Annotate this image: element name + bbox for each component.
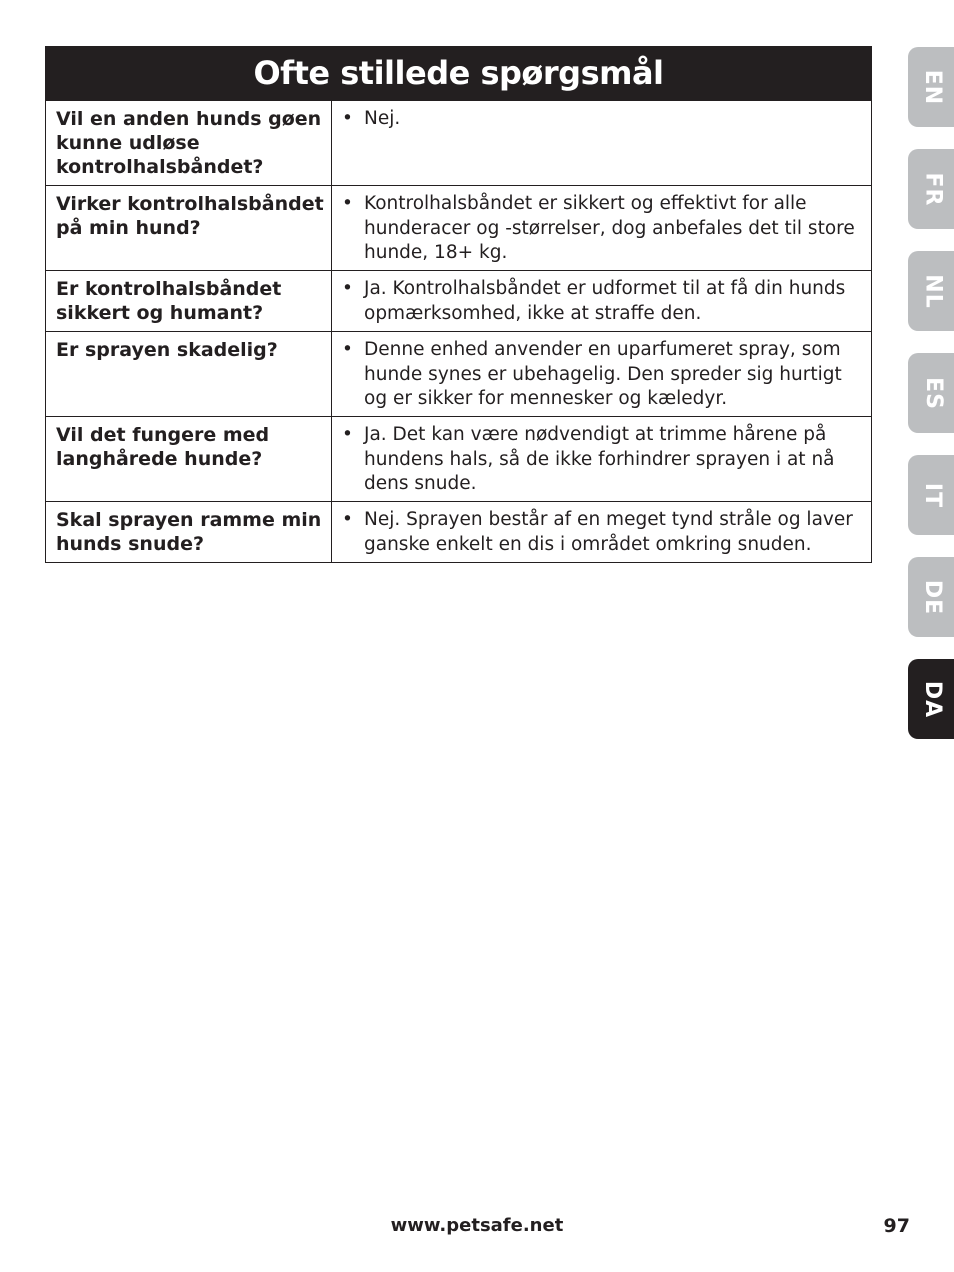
faq-row	[46, 100, 871, 185]
tab-it[interactable]	[908, 455, 954, 535]
faq-answer-text: Ja. Det kan være nødvendigt at trimme hårene på hundens hals, så de ikke forhindrer sprayen i at nå dens snude.	[364, 424, 835, 494]
tab-da[interactable]	[908, 659, 954, 739]
footer-url[interactable]: www.petsafe.net	[390, 1215, 564, 1236]
faq-answer	[332, 186, 871, 270]
faq-answer	[332, 271, 871, 331]
faq-question: Er kontrolhalsbåndet sikkert og humant?	[46, 271, 332, 331]
page-number: 97	[883, 1215, 910, 1237]
faq-row	[46, 416, 871, 501]
faq-question: Virker kontrolhalsbåndet på min hund?	[46, 186, 332, 270]
bullet: •	[342, 509, 353, 530]
faq-row	[46, 270, 871, 331]
faq-answer-text: Nej. Sprayen består af en meget tynd stråle og laver ganske enkelt en dis i området omkring snuden.	[364, 509, 853, 555]
bullet: •	[342, 339, 353, 360]
tab-de[interactable]	[908, 557, 954, 637]
faq-row	[46, 185, 871, 270]
faq-answer	[332, 332, 871, 416]
faq-answer	[332, 502, 871, 562]
faq-answer	[332, 101, 871, 185]
tab-es[interactable]	[908, 353, 954, 433]
tab-label: DE	[920, 579, 946, 615]
faq-row	[46, 501, 871, 562]
faq-answer-text: Nej.	[364, 108, 401, 129]
tab-label: FR	[920, 172, 946, 206]
faq-table	[45, 46, 872, 563]
faq-answer-text: Ja. Kontrolhalsbåndet er udformet til at få din hunds opmærksomhed, ikke at straffe den.	[364, 278, 846, 324]
faq-question: Er sprayen skadelig?	[46, 332, 332, 416]
faq-answer-text: Kontrolhalsbåndet er sikkert og effektivt for alle hunderacer og -størrelser, dog anbefales det til store hunde, 18+ kg.	[364, 193, 855, 263]
faq-answer	[332, 417, 871, 501]
tab-nl[interactable]	[908, 251, 954, 331]
faq-answer-text: Denne enhed anvender en uparfumeret spray, som hunde synes er ubehagelig. Den spreder sig hurtigt og er sikker for mennesker og kæledyr.	[364, 339, 842, 409]
faq-question: Vil det fungere med langhårede hunde?	[46, 417, 332, 501]
tab-label: IT	[920, 482, 946, 508]
tab-label: DA	[920, 680, 946, 718]
tab-label: NL	[920, 273, 946, 309]
faq-row	[46, 331, 871, 416]
bullet: •	[342, 278, 353, 299]
tab-label: EN	[920, 69, 946, 105]
bullet: •	[342, 424, 353, 445]
tab-en[interactable]	[908, 47, 954, 127]
faq-question: Vil en anden hunds gøen kunne udløse kontrolhalsbåndet?	[46, 101, 332, 185]
bullet: •	[342, 108, 353, 129]
tab-label: ES	[920, 376, 946, 410]
faq-question: Skal sprayen ramme min hunds snude?	[46, 502, 332, 562]
faq-title: Ofte stillede spørgsmål	[46, 47, 871, 100]
tab-fr[interactable]	[908, 149, 954, 229]
bullet: •	[342, 193, 353, 214]
